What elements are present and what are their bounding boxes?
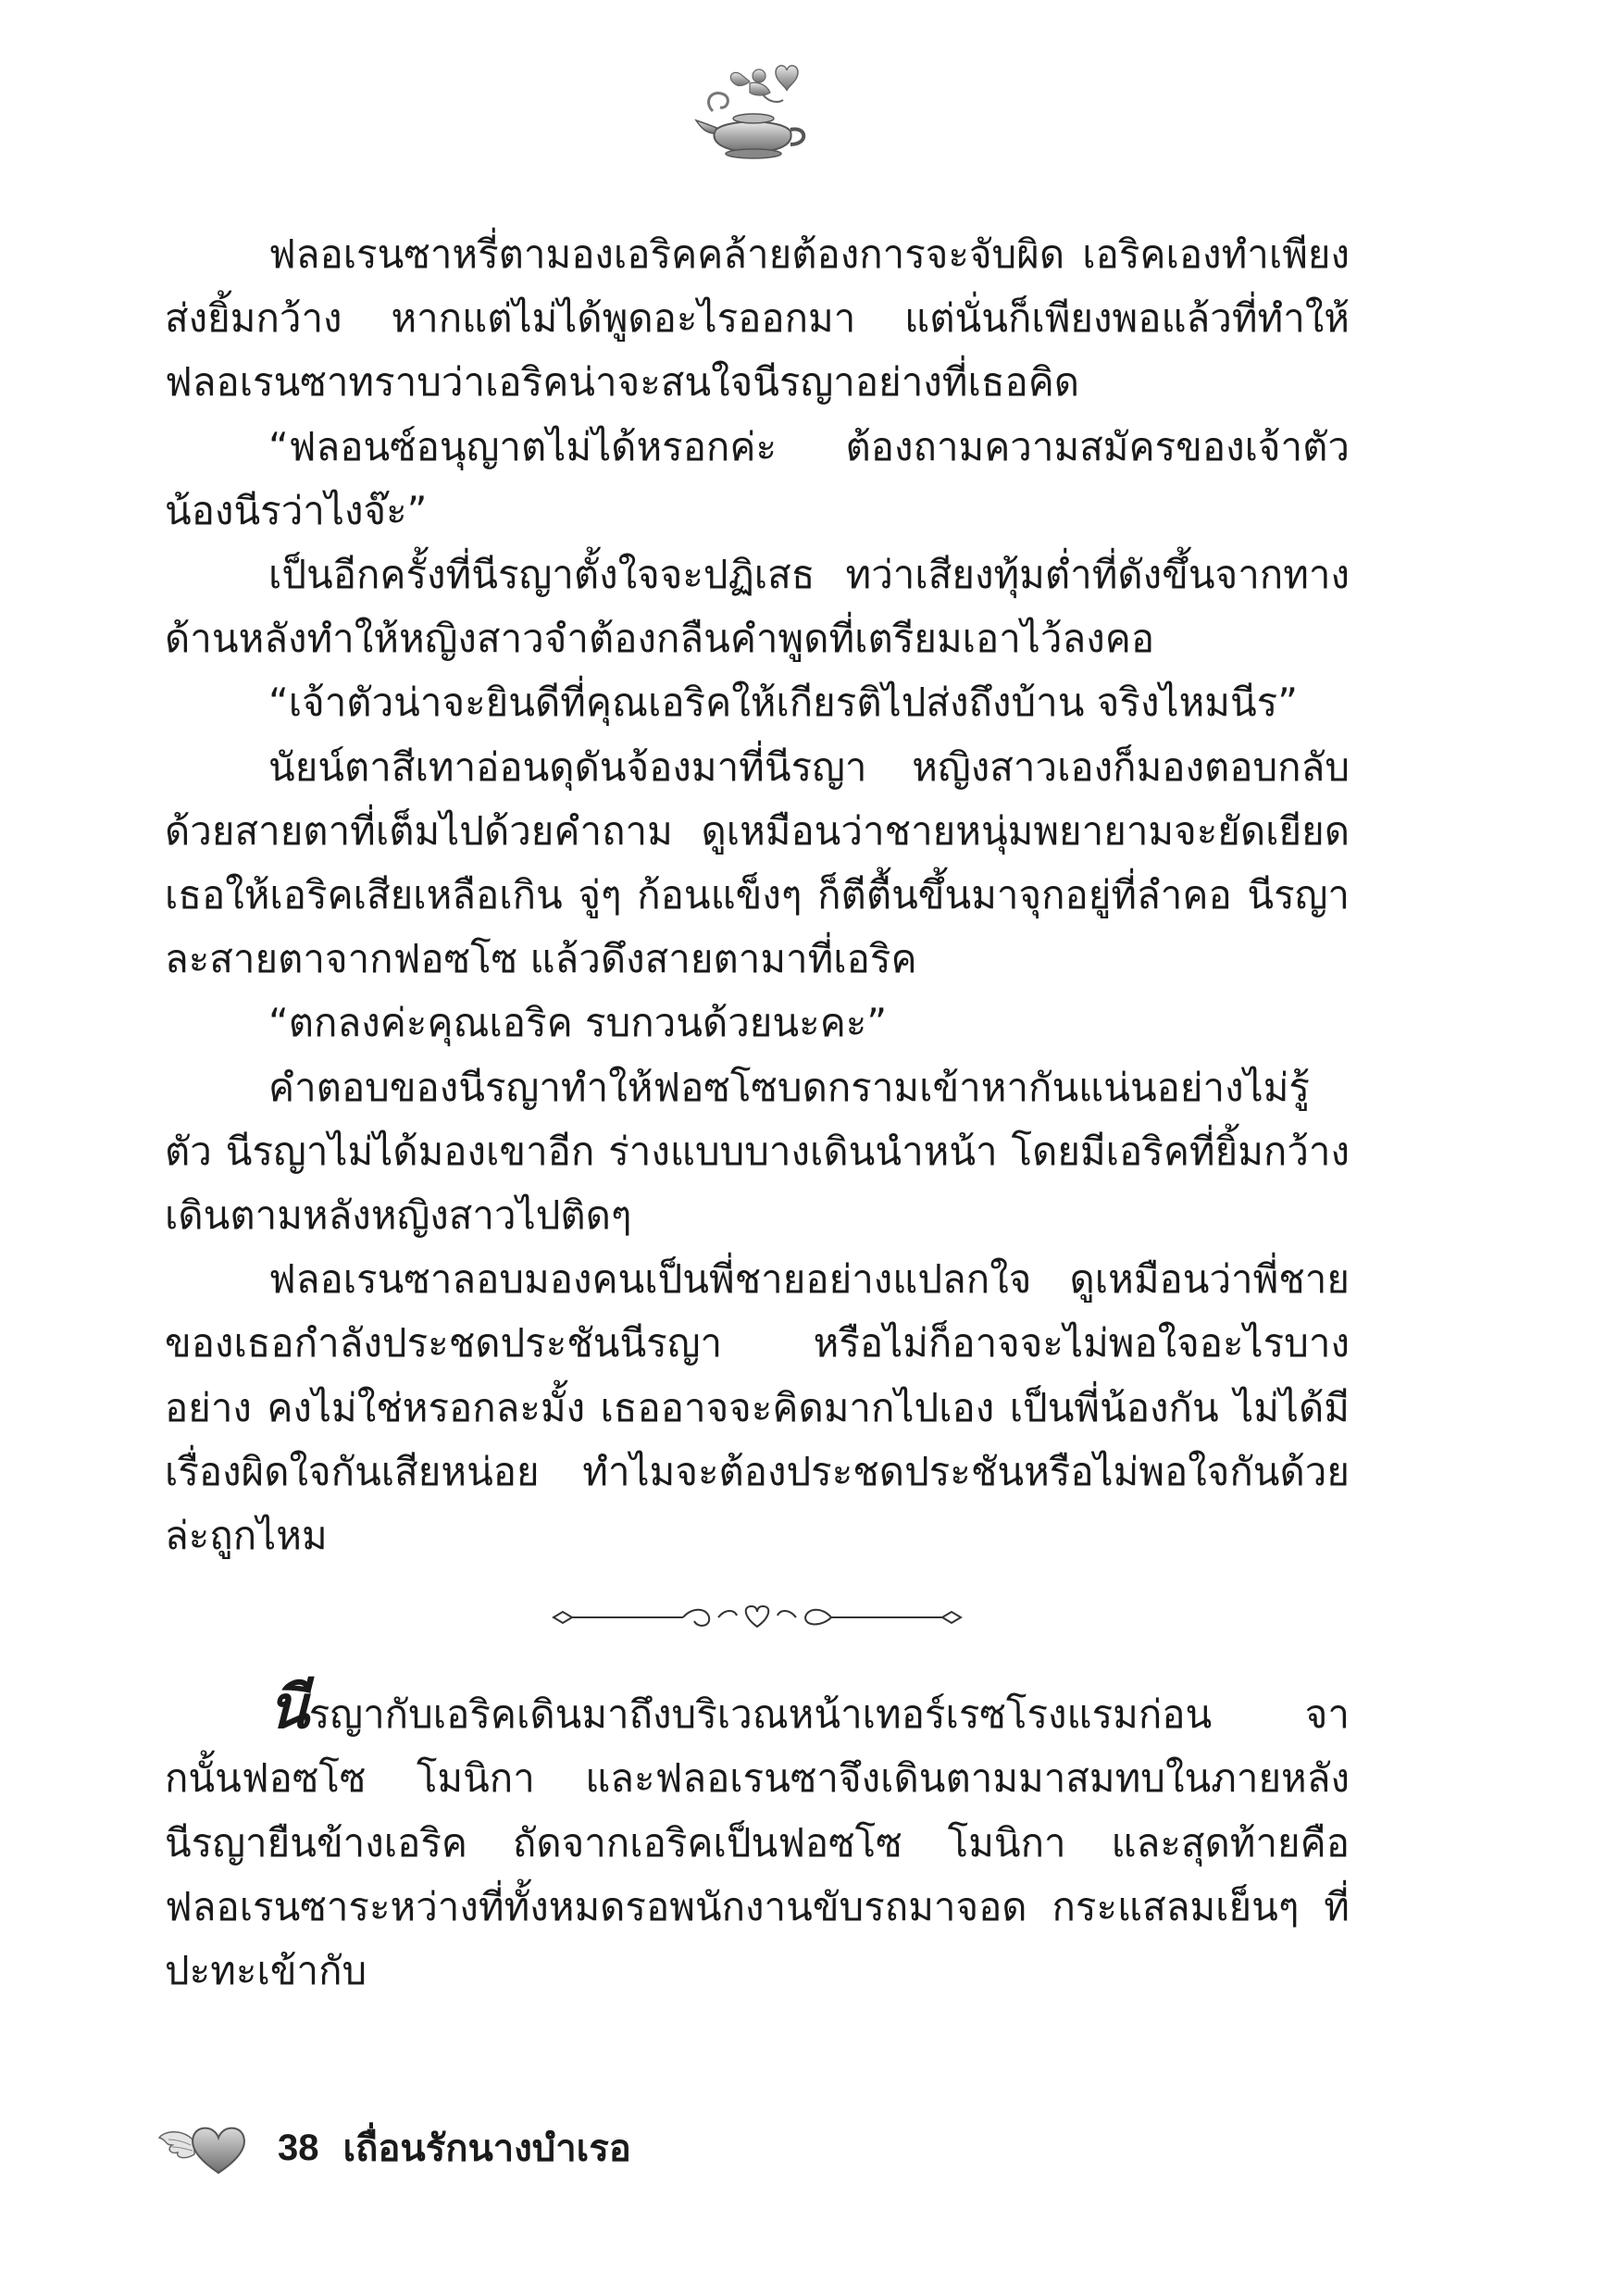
dropcap-letter: นี [268, 1674, 309, 1743]
page-footer [157, 2115, 631, 2180]
paragraph-6: “ตกลงค่ะคุณเอริค รบกวนด้วยนะคะ” [268, 1000, 888, 1046]
section-paragraph-text: รญากับเอริคเดินมาถึงบริเวณหน้าเทอร์เรซโรงแรมก่อน จากนั้นฟอซโซ โมนิกา และฟลอเรนซาจึงเดินตามมาสมทบในภายหลัง นีรญายืนข้างเอริค ถัดจากเอริคเป็นฟอซโซ โมนิกา และสุดท้ายคือฟลอเรนซาระหว่างที่ทั้งหมดรอพนักงานขับรถมาจอด กระแสลมเย็นๆ ที่ปะทะเข้ากับ [165, 1691, 1350, 1994]
teapot-cupid-ornament-icon [694, 56, 815, 167]
section-divider [165, 1580, 1350, 1664]
paragraph-2: “ฟลอนซ์อนุญาตไม่ได้หรอกค่ะ ต้องถามความสมัครของเจ้าตัวน้องนีรว่าไงจ๊ะ” [165, 423, 1350, 533]
flourish-heart-divider-icon [544, 1599, 970, 1636]
page-number: 38 [278, 2127, 319, 2168]
body-text [165, 222, 1350, 2003]
book-title: เถื่อนรักนางบำเรอ [342, 2128, 631, 2169]
paragraph-4: “เจ้าตัวน่าจะยินดีที่คุณเอริคให้เกียรติไปส่งถึงบ้าน จริงไหมนีร” [268, 680, 1298, 726]
paragraph-5: นัยน์ตาสีเทาอ่อนดุดันจ้องมาที่นีรญา หญิงสาวเองก็มองตอบกลับด้วยสายตาที่เต็มไปด้วยคำถาม ดูเหมือนว่าชายหนุ่มพยายามจะยัดเยียดเธอให้เอริคเสียเหลือเกิน จู่ๆ ก้อนแข็งๆ ก็ตีตื้นขึ้นมาจุกอยู่ที่ลำคอ นีรญาละสายตาจากฟอซโซ แล้วดึงสายตามาที่เอริค [165, 743, 1350, 982]
paragraph-8: ฟลอเรนซาลอบมองคนเป็นพี่ชายอย่างแปลกใจ ดูเหมือนว่าพี่ชายของเธอกำลังประชดประชันนีรญา หรือไม่ก็อาจจะไม่พอใจอะไรบางอย่าง คงไม่ใช่หรอกละมั้ง เธออาจจะคิดมากไปเอง เป็นพี่น้องกัน ไม่ได้มีเรื่องผิดใจกันเสียหน่อย ทำไมจะต้องประชดประชันหรือไม่พอใจกันด้วยล่ะถูกไหม [165, 1256, 1350, 1559]
paragraph-7: คำตอบของนีรญาทำให้ฟอซโซบดกรามเข้าหากันแน่นอย่างไม่รู้ตัว นีรญาไม่ได้มองเขาอีก ร่างแบบบางเดินนำหน้า โดยมีเอริคที่ยิ้มกว้างเดินตามหลังหญิงสาวไปติดๆ [165, 1064, 1350, 1239]
section-paragraph [165, 1674, 1350, 2003]
paragraph-3: เป็นอีกครั้งที่นีรญาตั้งใจจะปฏิเสธ ทว่าเสียงทุ้มต่ำที่ดังขึ้นจากทางด้านหลังทำให้หญิงสาวจำต้องกลืนคำพูดที่เตรียมเอาไว้ลงคอ [165, 552, 1350, 662]
paragraph-1: ฟลอเรนซาหรี่ตามองเอริคคล้ายต้องการจะจับผิด เอริคเองทำเพียงส่งยิ้มกว้าง หากแต่ไม่ได้พูดอะไรออกมา แต่นั่นก็เพียงพอแล้วที่ทำให้ฟลอเรนซาทราบว่าเอริคน่าจะสนใจนีรญาอย่างที่เธอคิด [165, 231, 1350, 406]
winged-heart-icon [157, 2119, 259, 2177]
